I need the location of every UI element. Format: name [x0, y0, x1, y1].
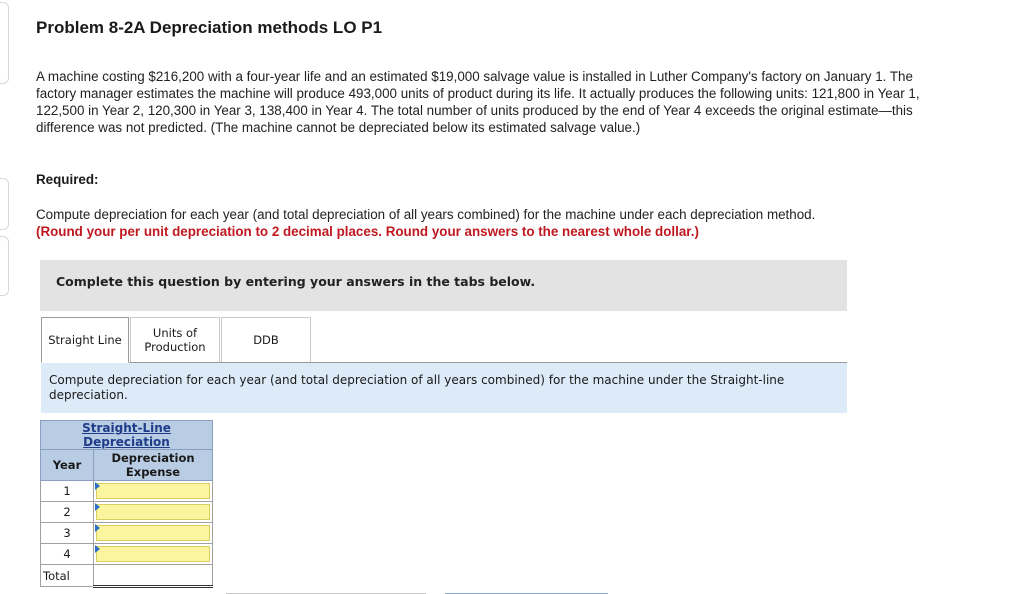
rounding-note: (Round your per unit depreciation to 2 decimal places. Round your answers to the nearest whole dollar.) — [36, 224, 699, 239]
tab-straight-line[interactable]: Straight Line — [41, 317, 129, 363]
complete-banner — [40, 260, 847, 311]
expense-input-cell[interactable] — [94, 544, 213, 565]
expense-input-cell[interactable] — [94, 523, 213, 544]
table-title: Straight-Line Depreciation — [41, 421, 213, 450]
input-marker-icon — [95, 524, 100, 532]
input-marker-icon — [95, 545, 100, 553]
input-marker-icon — [95, 503, 100, 511]
total-row — [41, 565, 213, 587]
tab-instruction-text: Compute depreciation for each year (and total depreciation of all years combined) for the machine under the Straight-line depreciation. — [49, 373, 785, 402]
tab-instruction-box — [41, 363, 847, 413]
complete-banner-text: Complete this question by entering your answers in the tabs below. — [56, 274, 536, 289]
expense-input-year-3[interactable] — [96, 525, 210, 541]
side-panel-edge — [0, 178, 9, 230]
table-row — [41, 544, 213, 565]
year-cell: 4 — [41, 544, 94, 565]
total-expense-value — [94, 565, 213, 587]
total-label: Total — [41, 565, 94, 587]
table-row — [41, 481, 213, 502]
expense-input-year-4[interactable] — [96, 546, 210, 562]
required-label: Required: — [36, 172, 99, 187]
column-header-year: Year — [41, 450, 94, 481]
year-cell: 3 — [41, 523, 94, 544]
table-row — [41, 502, 213, 523]
straight-line-table — [40, 420, 213, 588]
expense-input-cell[interactable] — [94, 481, 213, 502]
input-marker-icon — [95, 482, 100, 490]
expense-input-cell[interactable] — [94, 502, 213, 523]
expense-input-year-1[interactable] — [96, 483, 210, 499]
tab-units-label: Units of Production — [144, 326, 206, 354]
expense-input-year-2[interactable] — [96, 504, 210, 520]
tab-units-of-production[interactable] — [130, 317, 220, 362]
problem-statement: A machine costing $216,200 with a four-year life and an estimated $19,000 salvage value is installed in Luther Company's factory on January 1. The factory manager estimates the machine will produce 493,000 units of product during its life. It actually produces the following units: 121,800 in Year 1, 122,500 in Year 2, 120,300 in Year 3, 138,400 in Year 4. The total number of units produced by the end of Year 4 exceeds the original estimate—this difference was not predicted. (The machine cannot be depreciated below its estimated salvage value.) — [36, 69, 920, 135]
year-cell: 2 — [41, 502, 94, 523]
side-panel-edge — [0, 2, 9, 84]
problem-title: Problem 8-2A Depreciation methods LO P1 — [36, 18, 383, 37]
instruction — [36, 206, 936, 240]
column-header-expense: Depreciation Expense — [94, 450, 213, 481]
table-row — [41, 523, 213, 544]
tab-ddb[interactable]: DDB — [221, 317, 311, 362]
year-cell: 1 — [41, 481, 94, 502]
side-panel-edge — [0, 236, 9, 296]
instruction-text: Compute depreciation for each year (and total depreciation of all years combined) for the machine under each depreciation method. — [36, 207, 816, 222]
